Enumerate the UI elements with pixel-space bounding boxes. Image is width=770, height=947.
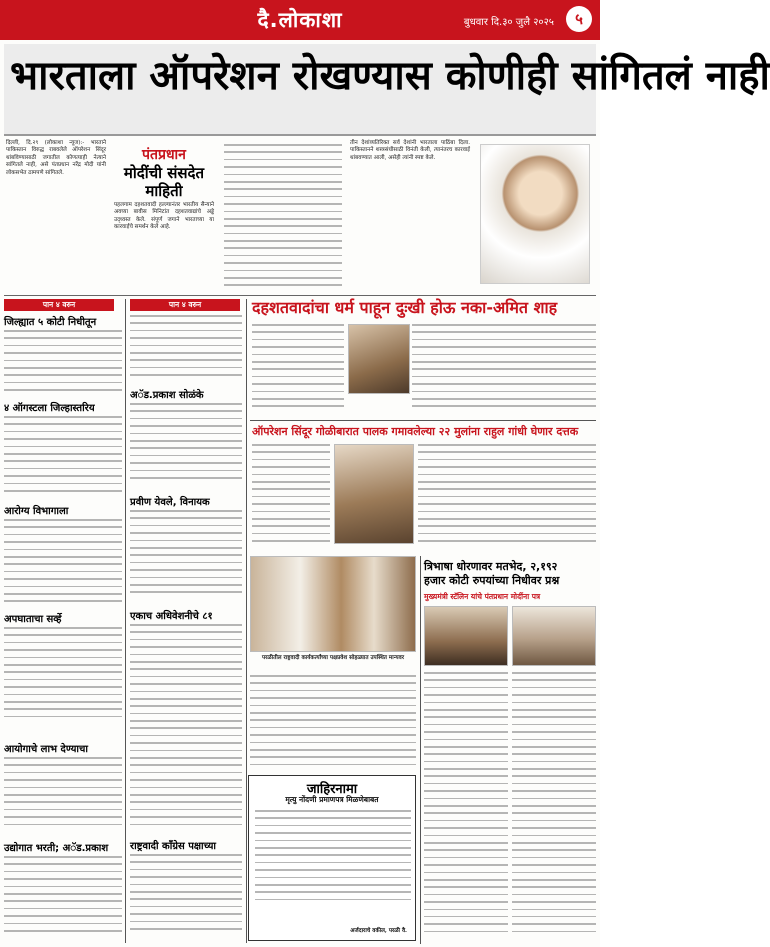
mid-text-3: [130, 624, 242, 834]
right-story-2-text-a: [252, 444, 330, 552]
lead-photo: [480, 144, 590, 284]
notice-subtitle: मृत्यु नोंदणी प्रमाणपत्र मिळणेबाबत: [285, 795, 379, 804]
mid-head-1: अॅड.प्रकाश सोळंके: [130, 390, 204, 401]
lead-column-1: [6, 140, 106, 290]
event-photo-caption: परळीतील राष्ट्रवादी कार्यकर्त्यांच्या पक्षप्रवेश सोहळ्यात उपस्थित मान्यवर: [261, 655, 405, 661]
lead-subhead-black: मोदींची संसदेत माहिती: [123, 164, 205, 200]
banner-headline-block: [4, 44, 770, 136]
notice-title: जाहिरनामा: [306, 782, 358, 797]
right-story-1-headline: दहशतवादांचा धर्म पाहून दुःखी होऊ नका-अमित शाह: [252, 298, 558, 317]
left-text-5: [4, 757, 122, 837]
event-text: [250, 675, 416, 771]
right-story-3-photo-a: [424, 606, 508, 666]
left-text-4: [4, 627, 122, 727]
mid-head-2: प्रवीण येवले, विनायक: [130, 497, 210, 508]
lead-column-2: [114, 202, 214, 290]
left-head-4: अपघाताचा सर्व्हे: [4, 614, 62, 625]
event-photo: [250, 556, 416, 652]
section-tab-mid: पान ४ वरुन: [130, 299, 240, 311]
page-number-badge: ५: [566, 6, 592, 32]
column-divider: [420, 556, 421, 944]
left-head-6: उद्योगात भरती; अॅड.प्रकाश: [4, 843, 109, 854]
left-head-1: जिल्ह्यात ५ कोटी निधीतून: [4, 317, 97, 328]
left-text-2: [4, 416, 122, 502]
mid-text-4: [130, 854, 242, 942]
right-story-3-photo-b: [512, 606, 596, 666]
lead-column-4: [350, 140, 470, 290]
right-story-3-headline-1: त्रिभाषा धोरणावर मतभेद, २,१९२: [424, 560, 558, 573]
left-head-2: ४ ऑगस्टला जिल्हास्तरिय: [4, 403, 95, 414]
newspaper-title: दै.लोकाशा: [257, 8, 343, 32]
lead-subhead: [114, 146, 214, 200]
issue-date: बुधवार दि.३० जुलै २०२५: [463, 17, 554, 28]
lead-body-3: तीन देशांव्यतिरिक्त सर्व देशांनी भारताला पाठिंबा दिला. पाकिस्तानने शस्त्रसंधीसाठी विनंती केली, त्यानंतरच कारवाई थांबवण्यात आली, असेही त्यांनी स्पष्ट केले.: [350, 140, 470, 161]
mid-text-1: [130, 403, 242, 491]
section-tab-left: पान ४ वरुन: [4, 299, 114, 311]
right-story-1-photo: [348, 324, 410, 394]
lead-subhead-red: पंतप्रधान: [142, 147, 186, 163]
lead-body-2: पहलगाम दहशतवादी हल्ल्यानंतर भारतीय सैन्याने अवघ्या बावीस मिनिटांत दहशतवाद्यांचे अड्डे उद्ध्वस्त केले. संपूर्ण जगाने भारताच्या या कारवाईचे समर्थन केले आहे.: [114, 202, 214, 231]
left-head-3: आरोग्य विभागाला: [4, 506, 69, 517]
public-notice: [248, 775, 416, 941]
left-head-5: आयोगाचे लाभ देण्याचा: [4, 744, 88, 755]
notice-text: [255, 810, 411, 910]
lead-dateline: दिल्ली, दि.२९ (लोकाशा न्यूज):- भारताने पाकिस्तान विरुद्ध राबवलेले ऑपरेशन सिंदूर थांबविण्यासाठी जगातील कोणत्याही नेत्याने सांगितले नाही, असे पंतप्रधान नरेंद्र मोदी यांनी लोकसभेत ठामपणे सांगितले.: [6, 140, 106, 176]
right-story-2-headline: ऑपरेशन सिंदूर गोळीबारात पालक गमावलेल्या २२ मुलांना राहुल गांधी घेणार दत्तक: [252, 425, 579, 438]
right-story-3-subhead: मुख्यमंत्री स्टॅलिन यांचे पंतप्रधान मोदींना पत्र: [424, 592, 541, 601]
column-divider: [246, 299, 247, 943]
lead-column-3-text: [224, 144, 342, 290]
left-text-6: [4, 856, 122, 942]
right-story-3-headline-2: हजार कोटी रुपयांच्या निधीवर प्रश्न: [424, 574, 560, 587]
right-story-1-text-b: [412, 324, 596, 416]
right-story-3-text-b: [512, 672, 596, 942]
mid-head-4: राष्ट्रवादी काँग्रेस पक्षाच्या: [130, 841, 216, 852]
column-divider: [125, 299, 126, 943]
left-text-1: [4, 330, 122, 400]
masthead: [0, 0, 600, 40]
left-text-3: [4, 519, 122, 611]
mid-text-2: [130, 510, 242, 604]
mid-head-3: एकाच अधिवेशनीचे ८१: [130, 611, 213, 622]
story-divider: [250, 420, 596, 421]
right-story-2-text-b: [418, 444, 596, 552]
right-story-3-text-a: [424, 672, 508, 942]
notice-signature: अर्जदाराचे वकील, परळी वै.: [350, 928, 407, 934]
right-story-1-text-a: [252, 324, 344, 416]
mid-text-0: [130, 315, 242, 387]
lead-story: [4, 138, 596, 296]
banner-headline: भारताला ऑपरेशन रोखण्यास कोणीही सांगितलं नाही: [10, 53, 770, 99]
right-story-2-photo: [334, 444, 414, 544]
